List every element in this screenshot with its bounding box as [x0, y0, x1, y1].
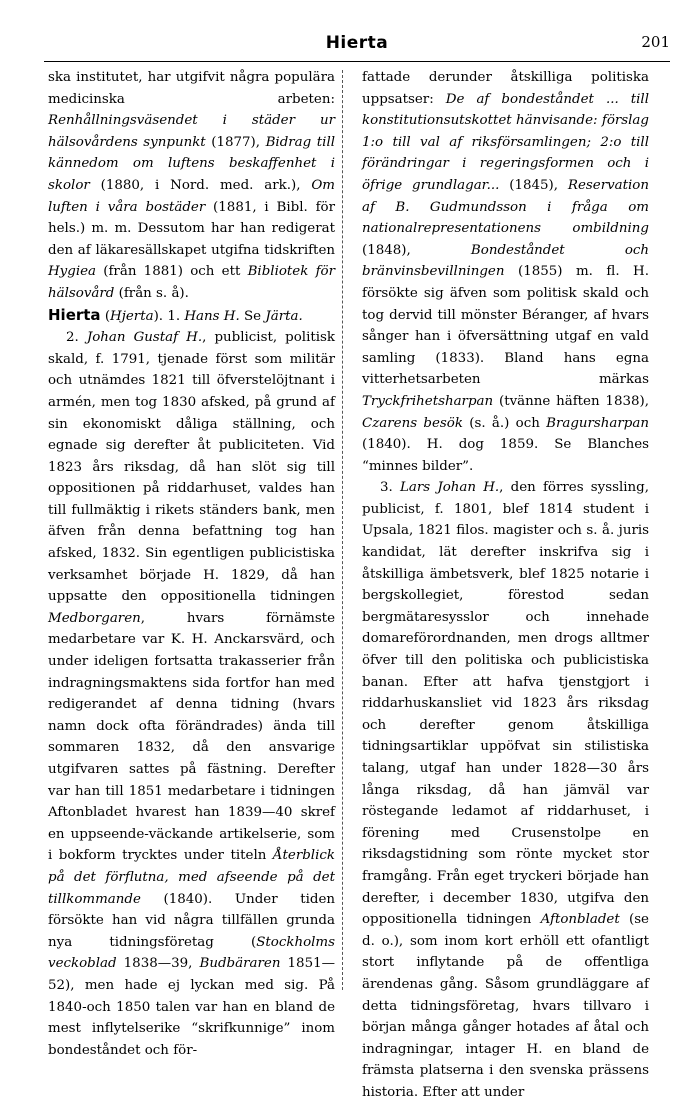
text-run: (1880, i Nord. med. ark.), — [89, 177, 312, 193]
text-run: , publicist, politisk skald, f. 1791, tjenade först som militär och utnämdes 1821 till öfverstelöjtnant i armén, men tog 1830 afsked, på grund af sin ekonomiskt dåliga ställning, och egnade sig derefter åt publiciteten. Vid 1823 års riksdag, då han slöt sig till oppositionen på riddarhuset, valdes han till fullmäktig i rikets ständers bank, men äfven från denna befattning tog han afsked, 1832. Sin egentligen publicistiska verksamhet började H. 1829, då han uppsatte den oppositionella tidningen — [48, 330, 335, 605]
entry-headword: Hierta — [48, 305, 101, 324]
text-run: (1840). Under tiden försökte han vid några tillfällen grunda nya tidningsföretag ( — [48, 891, 335, 950]
italic-text: Tryckfrihetsharpan — [362, 393, 494, 409]
italic-text: Bondeståndet och bränvinsbevillningen — [362, 242, 649, 280]
italic-text: Återblick på det förflutna, med afseende på det tillkommande — [48, 848, 335, 907]
paragraph — [48, 67, 335, 305]
italic-text: Aftonbladet — [540, 912, 620, 928]
page-number: 201 — [641, 33, 670, 51]
text-run: fattade derunder åtskilliga politiska uppsatser: — [362, 70, 649, 107]
text-run: ). 1. — [153, 308, 185, 324]
paragraph — [48, 305, 335, 328]
text-run: 2. — [66, 330, 87, 346]
italic-text: Järta. — [265, 308, 303, 324]
italic-text: Hans H. — [184, 308, 240, 324]
column-divider — [342, 70, 343, 990]
header-rule — [44, 61, 670, 62]
italic-text: Czarens besök — [362, 415, 463, 431]
text-run: (1845), — [499, 177, 568, 193]
page-title: Hierta — [325, 33, 389, 53]
italic-text: Hjerta — [110, 308, 154, 324]
text-run: (1881, i Bibl. för hels.) m. m. Dessutom har han redigerat den af läkaresällskapet utgifna tidskriften — [48, 199, 335, 258]
right-column — [362, 67, 649, 1100]
text-run: Se — [239, 308, 266, 324]
text-run: ska institutet, har utgifvit några populära medicinska arbeten: — [48, 70, 335, 107]
italic-text: Bragursharpan — [546, 415, 649, 431]
text-run: (1840). H. dog 1859. Se Blanches “minnes bilder”. — [362, 437, 649, 474]
italic-text: Medborgaren — [48, 610, 141, 626]
text-run: 1851—52), men hade ej lyckan med sig. På 1840-och 1850 talen var han en bland de mest inflytelserike “skrifkunnige” inom bondeståndet och för- — [48, 956, 336, 1058]
text-run: 1838—39, — [116, 956, 200, 972]
text-run: (tvänne häften 1838), — [493, 393, 649, 409]
text-run: (från s. å). — [114, 285, 189, 301]
left-column — [48, 67, 336, 1058]
italic-text: Budbäraren — [199, 956, 281, 972]
italic-text: Stockholms veckoblad — [48, 934, 335, 972]
paragraph — [362, 67, 649, 477]
text-run: , hvars förnämste medarbetare var K. H. Anckarsvärd, och under ideligen fortsatta trakasserier från indragningsmaktens sida fortfor han med redigerandet af denna tidning (hvars namn dock ofta förändrades) ända till sommaren 1832, då den ansvarige utgifvaren sattes på fästning. Derefter var han till 1851 medarbetare i tidningen Aftonbladet hvarest han 1839—40 skref en uppseende-väckande artikelserie, som i bokform trycktes under titeln — [48, 610, 335, 864]
text-run: ( — [100, 308, 111, 324]
italic-text: Bibliotek för hälsovård — [48, 264, 335, 301]
italic-text: Om luften i våra bostäder — [48, 177, 335, 215]
italic-text: Reservation af B. Gudmundsson i fråga om nationalrepresentationens ombildning — [362, 177, 649, 237]
italic-text: Renhållningsväsendet i städer ur hälsovårdens synpunkt — [48, 113, 335, 150]
paragraph — [48, 327, 335, 1061]
text-run: (se d. o.), som inom kort erhöll ett ofantligt stort inflytande på de offentliga ärendenas gång. Såsom grundläggare af detta tidningsföretag, hvars tillvaro i början många gånger hotades af åtal och indragningar, intager H. en bland de främsta platserna i den svenska prässens historia. Efter att under — [362, 912, 649, 1100]
italic-text: De af bondeståndet ... till konstitutionsutskottet hänvisande: förslag 1:o till val af riksförsamlingen; 2:o till förändringar i regeringsformen och i öfrige grundlagar... — [362, 91, 649, 193]
text-run: (1877), — [205, 134, 266, 150]
italic-text: Johan Gustaf H. — [86, 330, 203, 346]
text-run: (s. å.) och — [462, 415, 547, 431]
text-run: (1855) m. fl. H. försökte sig äfven som politisk skald och tog dervid till mönster Béranger, af hvars sånger han i öfversättning utgaf en vald samling (1833). Bland hans egna vitterhetsarbeten märkas — [362, 264, 649, 388]
text-run: , den förres syssling, publicist, f. 1801, blef 1814 student i Upsala, 1821 filos. magister och s. å. juris kandidat, lät derefter inskrifva sig i åtskilliga ämbetsverk, blef 1825 notarie i bergskollegiet, förestod sedan bergmätaresysslor och innehade domareförordnanden, men drogs alltmer öfver till den politiska och publicistiska banan. Efter att hafva tjenstgjort i riddarhuskansliet vid 1823 års riksdag och derefter genom åtskilliga tidningsartiklar uppöfvat sin stilistiska talang, utgaf han under 1828—30 års långa riksdag, då han jämväl var röstegande ledamot af riddarhuset, i förening med Crusenstolpe en riksdagstidning som rönte mycket stor framgång. Från eget tryckeri började han derefter, i december 1830, utgifva den oppositionella tidningen — [362, 480, 649, 928]
italic-text: Lars Johan H. — [400, 480, 500, 496]
text-run: (1848), — [362, 242, 471, 258]
italic-text: Hygiea — [48, 264, 97, 280]
italic-text: Bidrag till kännedom om luftens beskaffenhet i skolor — [48, 134, 336, 193]
text-run: (från 1881) och ett — [96, 264, 248, 280]
page-header — [44, 33, 670, 55]
paragraph — [362, 477, 649, 1103]
text-run: 3. — [380, 480, 400, 496]
